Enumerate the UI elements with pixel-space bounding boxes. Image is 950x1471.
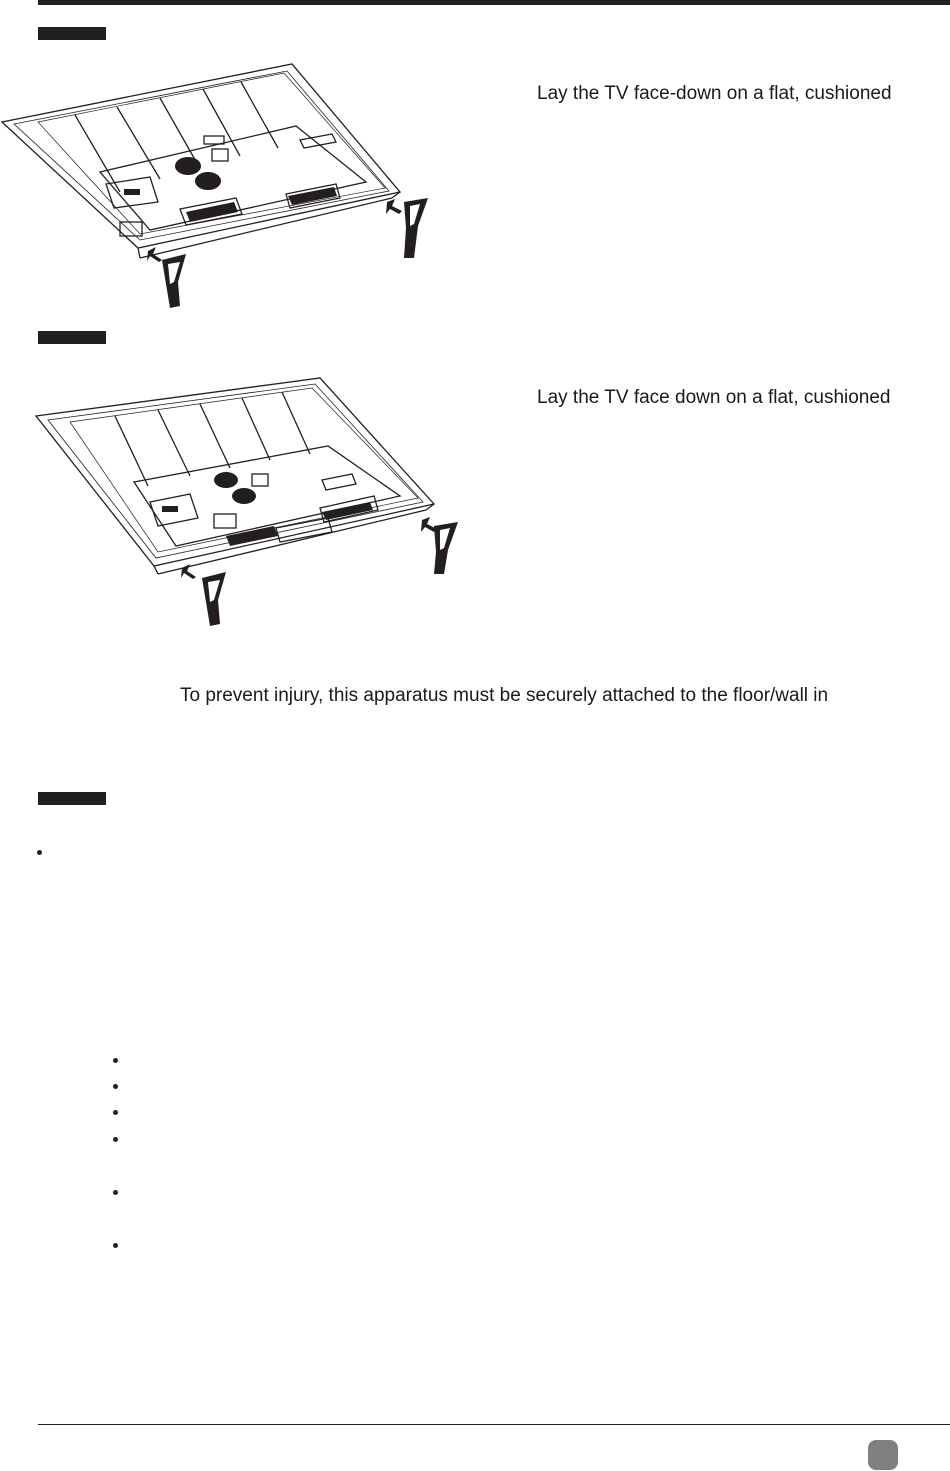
stand-leg-icon — [434, 522, 458, 574]
stand-leg-icon — [404, 198, 428, 258]
page-number-badge — [868, 1440, 898, 1470]
list-bullet — [113, 1190, 118, 1195]
step-1-instruction: Lay the TV face-down on a flat, cushioned — [537, 83, 892, 104]
tv-back-illustration — [30, 376, 470, 628]
tv-back-illustration — [0, 44, 440, 310]
list-bullet — [113, 1058, 118, 1063]
list-bullet — [113, 1084, 118, 1089]
list-bullet — [113, 1137, 118, 1142]
step-2-instruction: Lay the TV face down on a flat, cushioned — [537, 387, 891, 408]
step-3-label — [38, 792, 106, 805]
list-bullet — [37, 850, 42, 855]
warning-text: To prevent injury, this apparatus must be securely attached to the floor/wall in — [180, 685, 829, 706]
list-bullet — [113, 1243, 118, 1248]
stand-leg-icon — [162, 254, 186, 308]
list-bullet — [113, 1110, 118, 1115]
stand-leg-icon — [202, 572, 226, 626]
footer-rule — [38, 1424, 950, 1425]
step-1-label — [38, 27, 106, 40]
step-2-label — [38, 331, 106, 344]
header-rule — [38, 0, 950, 5]
